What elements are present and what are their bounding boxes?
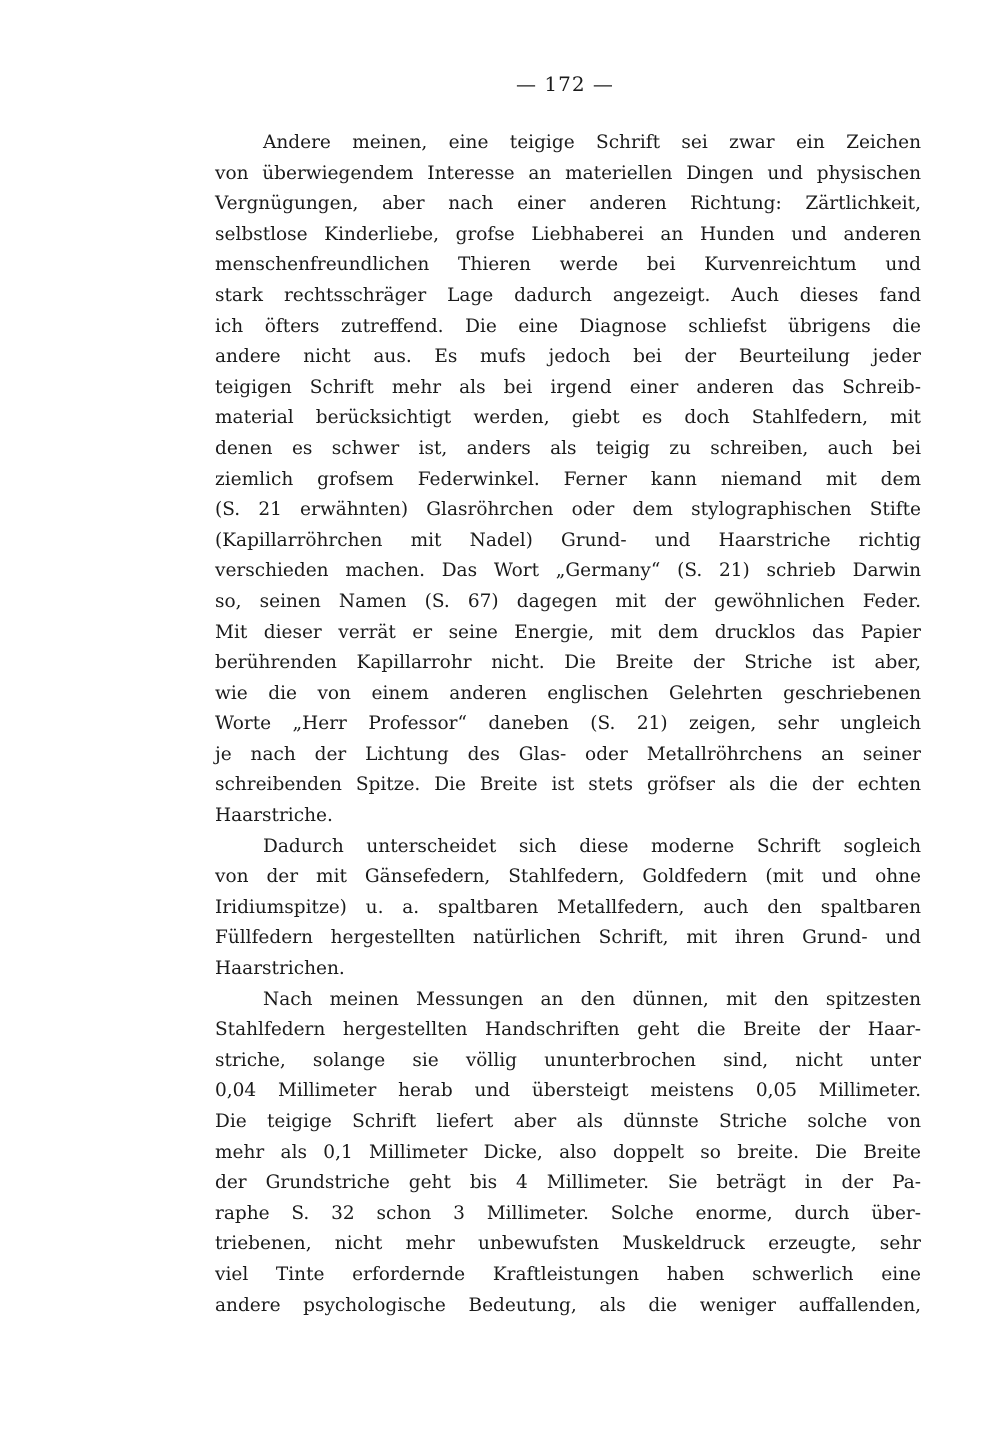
text-line: Vergnügungen, aber nach einer anderen Richtung: Zärtlichkeit,: [215, 193, 921, 215]
text-line: Andere meinen, eine teigige Schrift sei zwar ein Zeichen: [263, 132, 921, 153]
text-line: denen es schwer ist, anders als teigig zu schreiben, auch bei: [215, 437, 921, 459]
text-line: berührenden Kapillarrohr nicht. Die Breite der Striche ist aber,: [215, 652, 921, 674]
text-line: Haarstrichen.: [215, 958, 345, 980]
text-line: Nach meinen Messungen an den dünnen, mit den spitzesten: [263, 988, 921, 1010]
text-line: Füllfedern hergestellten natürlichen Schrift, mit ihren Grund- und: [215, 927, 921, 949]
text-line: menschenfreundlichen Thieren werde bei Kurvenreichtum und: [215, 254, 921, 276]
text-line: (S. 21 erwähnten) Glasröhrchen oder dem stylographischen Stifte: [215, 499, 921, 521]
text-line: (Kapillarröhrchen mit Nadel) Grund- und Haarstriche richtig: [215, 529, 921, 551]
text-line: selbstlose Kinderliebe, grofse Liebhaberei an Hunden und anderen: [215, 223, 921, 245]
text-line: der Grundstriche geht bis 4 Millimeter. Sie beträgt in der Pa-: [215, 1172, 921, 1194]
text-line: von der mit Gänsefedern, Stahlfedern, Goldfedern (mit und ohne: [215, 866, 921, 888]
text-line: ich öfters zutreffend. Die eine Diagnose schliefst übrigens die: [215, 315, 921, 337]
text-line: Die teigige Schrift liefert aber als dünnste Striche solche von: [215, 1111, 921, 1132]
paragraph: [215, 832, 921, 985]
text-line: so, seinen Namen (S. 67) dagegen mit der gewöhnlichen Feder.: [215, 590, 921, 612]
text-line: andere nicht aus. Es mufs jedoch bei der Beurteilung jeder: [215, 346, 921, 368]
text-line: ziemlich grofsem Federwinkel. Ferner kann niemand mit dem: [215, 468, 921, 490]
text-line: je nach der Lichtung des Glas- oder Metallröhrchens an seiner: [215, 743, 921, 765]
text-line: raphe S. 32 schon 3 Millimeter. Solche enorme, durch über-: [215, 1202, 921, 1224]
text-line: Worte „Herr Professor“ daneben (S. 21) zeigen, sehr ungleich: [215, 713, 921, 735]
text-line: wie die von einem anderen englischen Gelehrten geschriebenen: [215, 682, 921, 704]
text-line: viel Tinte erfordernde Kraftleistungen haben schwerlich eine: [215, 1263, 921, 1285]
text-line: Mit dieser verrät er seine Energie, mit dem drucklos das Papier: [215, 621, 921, 643]
text-line: von überwiegendem Interesse an materiellen Dingen und physischen: [215, 162, 921, 184]
text-line: triebenen, nicht mehr unbewufsten Muskeldruck erzeugte, sehr: [215, 1233, 921, 1255]
text-line: verschieden machen. Das Wort „Germany“ (S. 21) schrieb Darwin: [215, 560, 921, 582]
text-line: Haarstriche.: [215, 805, 333, 827]
text-line: 0,04 Millimeter herab und übersteigt meistens 0,05 Millimeter.: [215, 1080, 921, 1102]
text-line: andere psychologische Bedeutung, als die weniger auffallenden,: [215, 1294, 921, 1316]
body-text: [215, 128, 921, 1321]
text-line: teigigen Schrift mehr als bei irgend einer anderen das Schreib-: [215, 376, 921, 398]
text-line: Iridiumspitze) u. a. spaltbaren Metallfedern, auch den spaltbaren: [215, 896, 921, 918]
text-line: schreibenden Spitze. Die Breite ist stets gröfser als die der echten: [215, 774, 921, 796]
text-line: Dadurch unterscheidet sich diese moderne Schrift sogleich: [263, 835, 921, 857]
text-line: Stahlfedern hergestellten Handschriften geht die Breite der Haar-: [215, 1019, 921, 1041]
paragraph: [215, 128, 921, 832]
text-line: striche, solange sie völlig ununterbrochen sind, nicht unter: [215, 1049, 921, 1071]
text-line: material berücksichtigt werden, giebt es doch Stahlfedern, mit: [215, 407, 921, 429]
text-line: mehr als 0,1 Millimeter Dicke, also doppelt so breite. Die Breite: [215, 1141, 921, 1163]
paragraph: [215, 985, 921, 1322]
text-line: stark rechtsschräger Lage dadurch angezeigt. Auch dieses fand: [215, 284, 921, 306]
page-number: — 172 —: [516, 72, 614, 96]
